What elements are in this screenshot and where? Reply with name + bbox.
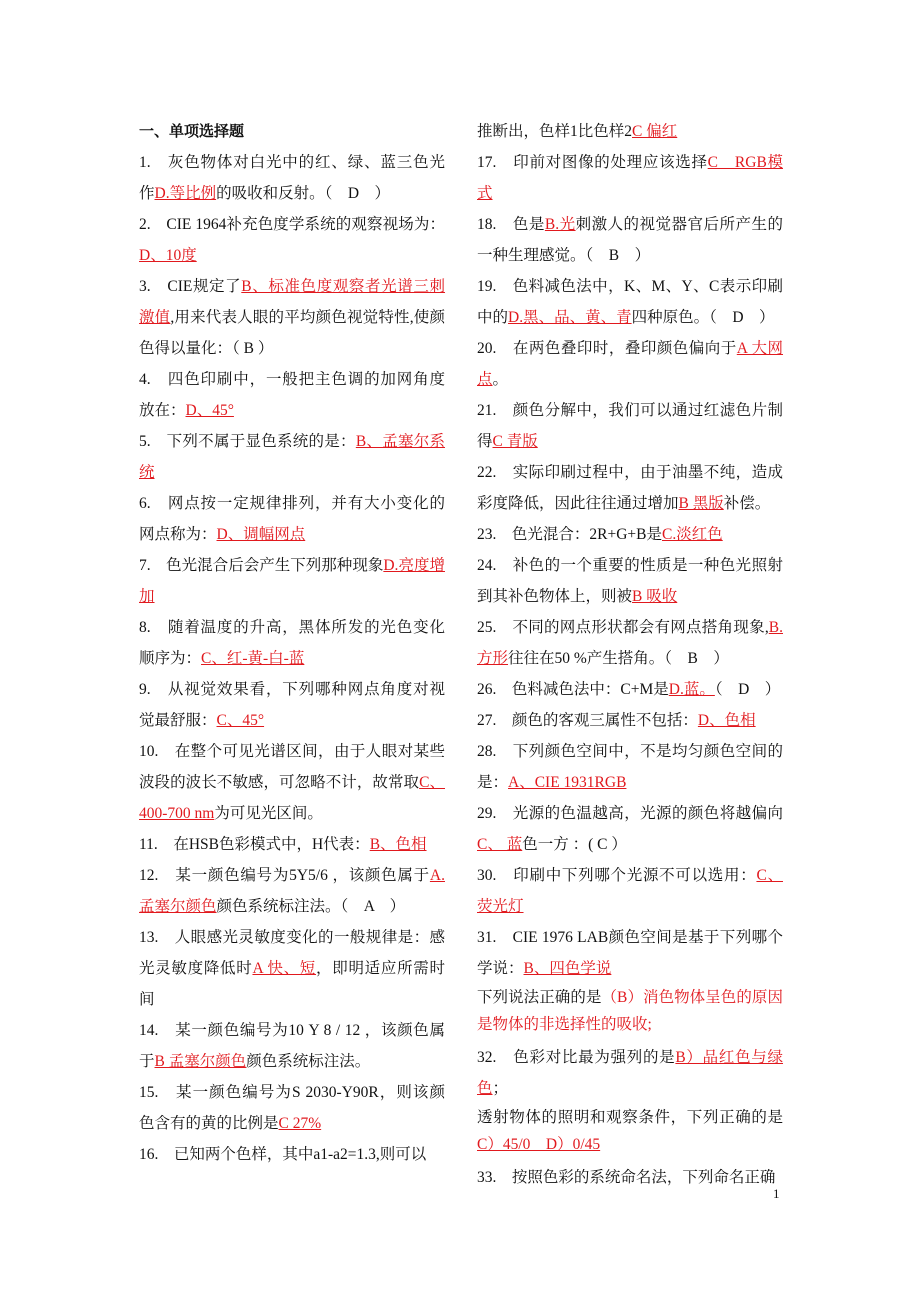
statement-transmission: 透射物体的照明和观察条件，下列正确的是C）45/0 D）0/45 [477,1109,783,1153]
answer: A、CIE 1931RGB [508,774,627,791]
question-16-cont: 推断出，色样1比色样2C 偏红 [477,123,678,140]
question-4: 4. 四色印刷中，一般把主色调的加网角度放在：D、45° [139,371,445,419]
answer: D.蓝。 [668,681,715,698]
answer: D、调幅网点 [216,526,306,543]
question-28: 28. 下列颜色空间中，不是均匀颜色空间的是：A、CIE 1931RGB [477,743,783,791]
question-8: 8. 随着温度的升高，黑体所发的光色变化顺序为：C、红-黄-白-蓝 [139,619,445,667]
answer: B.方形 [477,619,783,667]
question-11: 11. 在HSB色彩模式中，H代表：B、色相 [139,836,427,853]
question-32: 32. 色彩对比最为强列的是B）品红色与绿色； [477,1049,783,1097]
question-2: 2. CIE 1964补充色度学系统的观察视场为：D、10度 [139,216,445,264]
left-column [139,116,445,1170]
answer: C 偏红 [632,123,678,140]
question-33: 33. 按照色彩的系统命名法，下列命名正确 [477,1169,776,1186]
answer: C、荧光灯 [477,867,783,915]
answer: D、45° [185,402,234,419]
answer: C 27% [278,1115,322,1132]
answer: C 青版 [492,433,538,450]
question-1: 1. 灰色物体对白光中的红、绿、蓝三色光作D.等比例的吸收和反射。（ D ） [139,154,445,202]
answer: C.淡红色 [662,526,723,543]
question-31: 31. CIE 1976 LAB颜色空间是基于下列哪个学说：B、四色学说 [477,929,783,977]
page-number: 1 [773,1186,780,1201]
answer: D.等比例 [154,185,217,202]
question-17: 17. 印前对图像的处理应该选择C RGB模式 [477,154,783,202]
question-21: 21. 颜色分解中，我们可以通过红滤色片制得C 青版 [477,402,783,450]
question-3: 3. CIE规定了B、标准色度观察者光谱三刺激值,用来代表人眼的平均颜色视觉特性,使颜色得以量化：（ B ） [139,278,446,357]
question-27: 27. 颜色的客观三属性不包括：D、色相 [477,712,756,729]
answer: A 快、短 [252,960,317,977]
question-5: 5. 下列不属于显色系统的是：B、孟塞尔系统 [139,433,445,481]
statement-correct: 下列说法正确的是（B）消色物体呈色的原因是物体的非选择性的吸收; [477,989,783,1033]
answer: D.亮度增加 [139,557,445,605]
question-10: 10. 在整个可见光谱区间，由于人眼对某些波段的波长不敏感，可忽略不计，故常取C、400-700 nm为可见光区间。 [139,743,445,822]
question-12: 12. 某一颜色编号为5Y5/6 ，该颜色属于A.孟塞尔颜色颜色系统标注法。（ A ） [139,867,445,915]
question-20: 20. 在两色叠印时，叠印颜色偏向于A 大网点。 [477,340,783,388]
question-19: 19. 色料减色法中，K、M、Y、C表示印刷中的D.黑、品、黄、青四种原色。（ D ） [477,278,783,326]
answer: B、标准色度观察者光谱三刺激值 [139,278,446,326]
right-column [477,116,783,1193]
question-25: 25. 不同的网点形状都会有网点搭角现象,B.方形往往在50 %产生搭角。（ B ） [477,619,783,667]
answer: B 孟塞尔颜色 [154,1053,247,1070]
question-23: 23. 色光混合：2R+G+B是C.淡红色 [477,526,723,543]
answer: D、10度 [139,247,197,264]
answer: A.孟塞尔颜色 [139,867,445,915]
question-7: 7. 色光混合后会产生下列那种现象D.亮度增加 [139,557,445,605]
answer: B、孟塞尔系统 [139,433,445,481]
answer: C、45° [216,712,265,729]
answer: D、色相 [697,712,756,729]
answer: B、色相 [369,836,427,853]
question-18: 18. 色是B.光刺激人的视觉器官后所产生的一种生理感觉。（ B ） [477,216,783,264]
question-15: 15. 某一颜色编号为S 2030-Y90R，则该颜色含有的黄的比例是C 27% [139,1084,445,1132]
question-13: 13. 人眼感光灵敏度变化的一般规律是：感光灵敏度降低时A 快、短，即明适应所需时间 [139,929,445,1008]
answer: B 吸收 [632,588,678,605]
question-22: 22. 实际印刷过程中，由于油墨不纯，造成彩度降低，因此往往通过增加B 黑版补偿。 [477,464,783,512]
question-26: 26. 色料减色法中：C+M是D.蓝。（ D ） [477,681,781,698]
question-30: 30. 印刷中下列哪个光源不可以选用：C、荧光灯 [477,867,783,915]
answer: B、四色学说 [523,960,612,977]
answer: B 黑版 [678,495,724,512]
answer: （B）消色物体呈色的原因是物体的非选择性的吸收; [477,989,783,1033]
question-6: 6. 网点按一定规律排列，并有大小变化的网点称为：D、调幅网点 [139,495,445,543]
answer: B）品红色与绿色 [477,1049,783,1097]
question-24: 24. 补色的一个重要的性质是一种色光照射到其补色物体上，则被B 吸收 [477,557,783,605]
answer: C、400-700 nm [139,774,445,822]
answer: B.光 [544,216,576,233]
question-14: 14. 某一颜色编号为10 Y 8 / 12 ，该颜色属于B 孟塞尔颜色颜色系统标注法。 [139,1022,445,1070]
answer: C、红-黄-白-蓝 [201,650,305,667]
question-9: 9. 从视觉效果看，下列哪种网点角度对视觉最舒服：C、45° [139,681,445,729]
question-29: 29. 光源的色温越高，光源的颜色将越偏向C、 蓝色一方 ：( C ） [477,805,783,853]
question-16: 16. 已知两个色样，其中a1-a2=1.3,则可以 [139,1146,427,1163]
answer: D.黑、品、黄、青 [508,309,632,326]
answer: C RGB模式 [477,154,783,202]
answer: C）45/0 D）0/45 [477,1136,601,1153]
section-heading: 一、单项选择题 [139,122,245,140]
answer: A 大网点 [477,340,783,388]
answer: C、 蓝 [477,836,523,853]
